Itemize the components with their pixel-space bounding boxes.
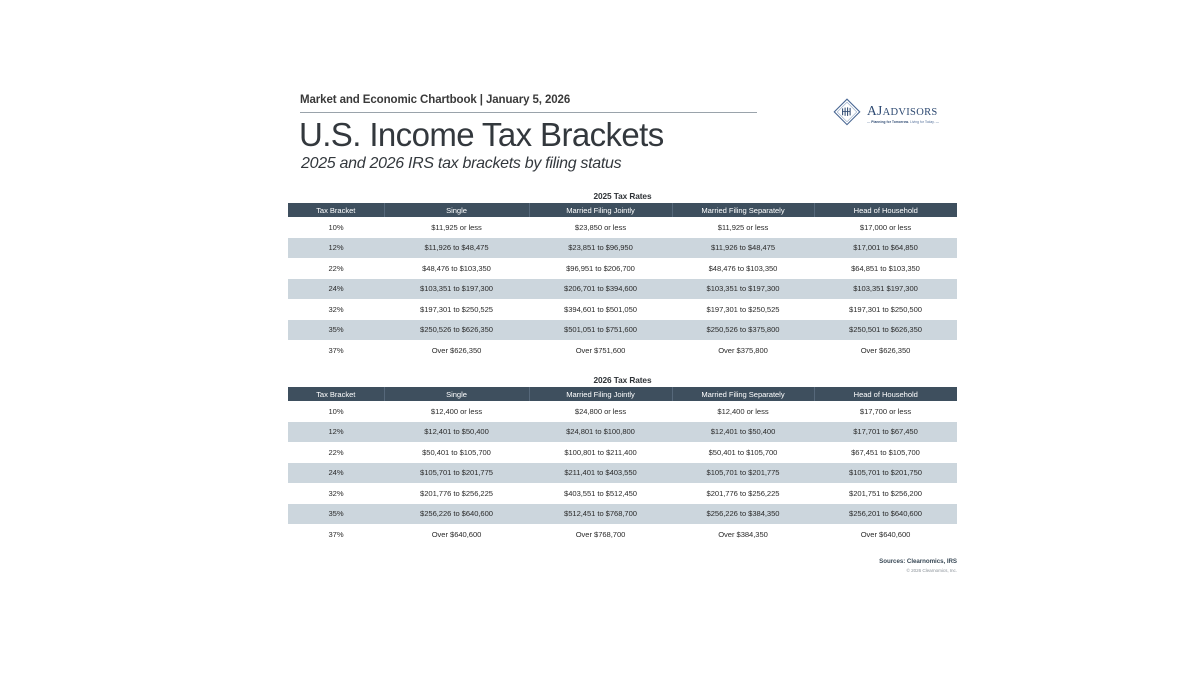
- diamond-monogram-icon: [832, 97, 862, 132]
- table-row: [288, 238, 957, 259]
- cell-single: $50,401 to $105,700: [384, 442, 529, 463]
- logo-tagline-light: Living for Today.: [910, 119, 935, 124]
- table-row: [288, 258, 957, 279]
- cell-bracket: 35%: [288, 504, 384, 525]
- column-header-married-filing-separately: Married Filing Separately: [672, 387, 814, 401]
- cell-single: $103,351 to $197,300: [384, 279, 529, 300]
- logo-tagline: — Planning for Tomorrow. Living for Today. —: [867, 119, 939, 124]
- cell-bracket: 35%: [288, 320, 384, 341]
- cell-head-of-household: $256,201 to $640,600: [814, 504, 957, 525]
- page-title: U.S. Income Tax Brackets: [299, 116, 664, 153]
- logo-name-aj: AJ: [867, 103, 883, 119]
- table-row: [288, 279, 957, 300]
- bracket-table-2025: [288, 203, 957, 361]
- cell-head-of-household: $201,751 to $256,200: [814, 483, 957, 504]
- cell-married-separately: $256,226 to $384,350: [672, 504, 814, 525]
- cell-married-jointly: $403,551 to $512,450: [529, 483, 672, 504]
- cell-single: $11,926 to $48,475: [384, 238, 529, 259]
- table-row: [288, 504, 957, 525]
- column-header-single: Single: [384, 203, 529, 217]
- cell-head-of-household: $17,701 to $67,450: [814, 422, 957, 443]
- cell-bracket: 10%: [288, 401, 384, 422]
- cell-married-separately: $105,701 to $201,775: [672, 463, 814, 484]
- cell-married-jointly: $23,850 or less: [529, 217, 672, 238]
- cell-bracket: 24%: [288, 463, 384, 484]
- table-row: [288, 401, 957, 422]
- column-header-married-filing-separately: Married Filing Separately: [672, 203, 814, 217]
- cell-head-of-household: $103,351 $197,300: [814, 279, 957, 300]
- table-row: [288, 422, 957, 443]
- logo-wordmark: [867, 104, 939, 124]
- table-row: [288, 442, 957, 463]
- cell-married-separately: $12,400 or less: [672, 401, 814, 422]
- cell-married-separately: $11,926 to $48,475: [672, 238, 814, 259]
- cell-bracket: 32%: [288, 483, 384, 504]
- slide-footer: [288, 558, 957, 573]
- page-subtitle: 2025 and 2026 IRS tax brackets by filing status: [301, 155, 622, 172]
- column-header-single: Single: [384, 387, 529, 401]
- cell-head-of-household: $17,001 to $64,850: [814, 238, 957, 259]
- copyright-text: © 2026 Clearnomics, Inc.: [906, 568, 957, 573]
- cell-married-jointly: Over $751,600: [529, 340, 672, 361]
- cell-bracket: 12%: [288, 422, 384, 443]
- table-caption-2026: 2026 Tax Rates: [593, 375, 652, 385]
- cell-married-jointly: $24,801 to $100,800: [529, 422, 672, 443]
- cell-single: $12,400 or less: [384, 401, 529, 422]
- cell-married-separately: $103,351 to $197,300: [672, 279, 814, 300]
- cell-married-jointly: $24,800 or less: [529, 401, 672, 422]
- cell-married-jointly: $96,951 to $206,700: [529, 258, 672, 279]
- cell-single: $12,401 to $50,400: [384, 422, 529, 443]
- table-row: [288, 320, 957, 341]
- aj-advisors-logo: [832, 96, 944, 132]
- table-row: [288, 299, 957, 320]
- table-header-row: [288, 387, 957, 401]
- logo-name: [867, 104, 939, 119]
- column-header-tax-bracket: Tax Bracket: [288, 387, 384, 401]
- cell-single: $11,925 or less: [384, 217, 529, 238]
- cell-married-jointly: $394,601 to $501,050: [529, 299, 672, 320]
- cell-married-jointly: $100,801 to $211,400: [529, 442, 672, 463]
- header-rule: [300, 112, 757, 113]
- cell-head-of-household: $250,501 to $626,350: [814, 320, 957, 341]
- cell-married-separately: $48,476 to $103,350: [672, 258, 814, 279]
- table-header-row: [288, 203, 957, 217]
- cell-single: $201,776 to $256,225: [384, 483, 529, 504]
- column-header-head-of-household: Head of Household: [814, 387, 957, 401]
- cell-bracket: 37%: [288, 340, 384, 361]
- table-caption-2025: 2025 Tax Rates: [593, 191, 652, 201]
- cell-married-separately: $250,526 to $375,800: [672, 320, 814, 341]
- cell-married-jointly: Over $768,700: [529, 524, 672, 545]
- cell-bracket: 37%: [288, 524, 384, 545]
- logo-tagline-bold: Planning for Tomorrow.: [871, 119, 910, 124]
- cell-single: $197,301 to $250,525: [384, 299, 529, 320]
- cell-bracket: 24%: [288, 279, 384, 300]
- column-header-married-filing-jointly: Married Filing Jointly: [529, 387, 672, 401]
- column-header-head-of-household: Head of Household: [814, 203, 957, 217]
- cell-head-of-household: $17,700 or less: [814, 401, 957, 422]
- cell-married-separately: $12,401 to $50,400: [672, 422, 814, 443]
- column-header-married-filing-jointly: Married Filing Jointly: [529, 203, 672, 217]
- tax-table-2025: [288, 191, 957, 361]
- cell-single: $256,226 to $640,600: [384, 504, 529, 525]
- cell-married-separately: $50,401 to $105,700: [672, 442, 814, 463]
- sources-text: Sources: Clearnomics, IRS: [879, 558, 957, 565]
- cell-single: $250,526 to $626,350: [384, 320, 529, 341]
- table-row: [288, 340, 957, 361]
- cell-head-of-household: $64,851 to $103,350: [814, 258, 957, 279]
- cell-head-of-household: $197,301 to $250,500: [814, 299, 957, 320]
- cell-head-of-household: Over $640,600: [814, 524, 957, 545]
- cell-married-separately: Over $384,350: [672, 524, 814, 545]
- cell-bracket: 12%: [288, 238, 384, 259]
- tax-table-2026: [288, 375, 957, 545]
- cell-single: Over $640,600: [384, 524, 529, 545]
- cell-head-of-household: Over $626,350: [814, 340, 957, 361]
- cell-married-jointly: $512,451 to $768,700: [529, 504, 672, 525]
- cell-married-jointly: $23,851 to $96,950: [529, 238, 672, 259]
- cell-head-of-household: $17,000 or less: [814, 217, 957, 238]
- cell-married-jointly: $206,701 to $394,600: [529, 279, 672, 300]
- cell-head-of-household: $105,701 to $201,750: [814, 463, 957, 484]
- table-row: [288, 217, 957, 238]
- cell-single: $105,701 to $201,775: [384, 463, 529, 484]
- chartbook-kicker: Market and Economic Chartbook | January 5, 2026: [300, 94, 571, 106]
- cell-married-separately: $11,925 or less: [672, 217, 814, 238]
- table-row: [288, 463, 957, 484]
- cell-bracket: 32%: [288, 299, 384, 320]
- cell-head-of-household: $67,451 to $105,700: [814, 442, 957, 463]
- cell-bracket: 10%: [288, 217, 384, 238]
- cell-single: Over $626,350: [384, 340, 529, 361]
- cell-married-separately: Over $375,800: [672, 340, 814, 361]
- cell-bracket: 22%: [288, 258, 384, 279]
- cell-bracket: 22%: [288, 442, 384, 463]
- table-row: [288, 483, 957, 504]
- cell-married-jointly: $501,051 to $751,600: [529, 320, 672, 341]
- table-row: [288, 524, 957, 545]
- cell-married-separately: $197,301 to $250,525: [672, 299, 814, 320]
- bracket-table-2026: [288, 387, 957, 545]
- cell-single: $48,476 to $103,350: [384, 258, 529, 279]
- logo-name-advisors: ADVISORS: [882, 107, 938, 119]
- cell-married-separately: $201,776 to $256,225: [672, 483, 814, 504]
- column-header-tax-bracket: Tax Bracket: [288, 203, 384, 217]
- cell-married-jointly: $211,401 to $403,550: [529, 463, 672, 484]
